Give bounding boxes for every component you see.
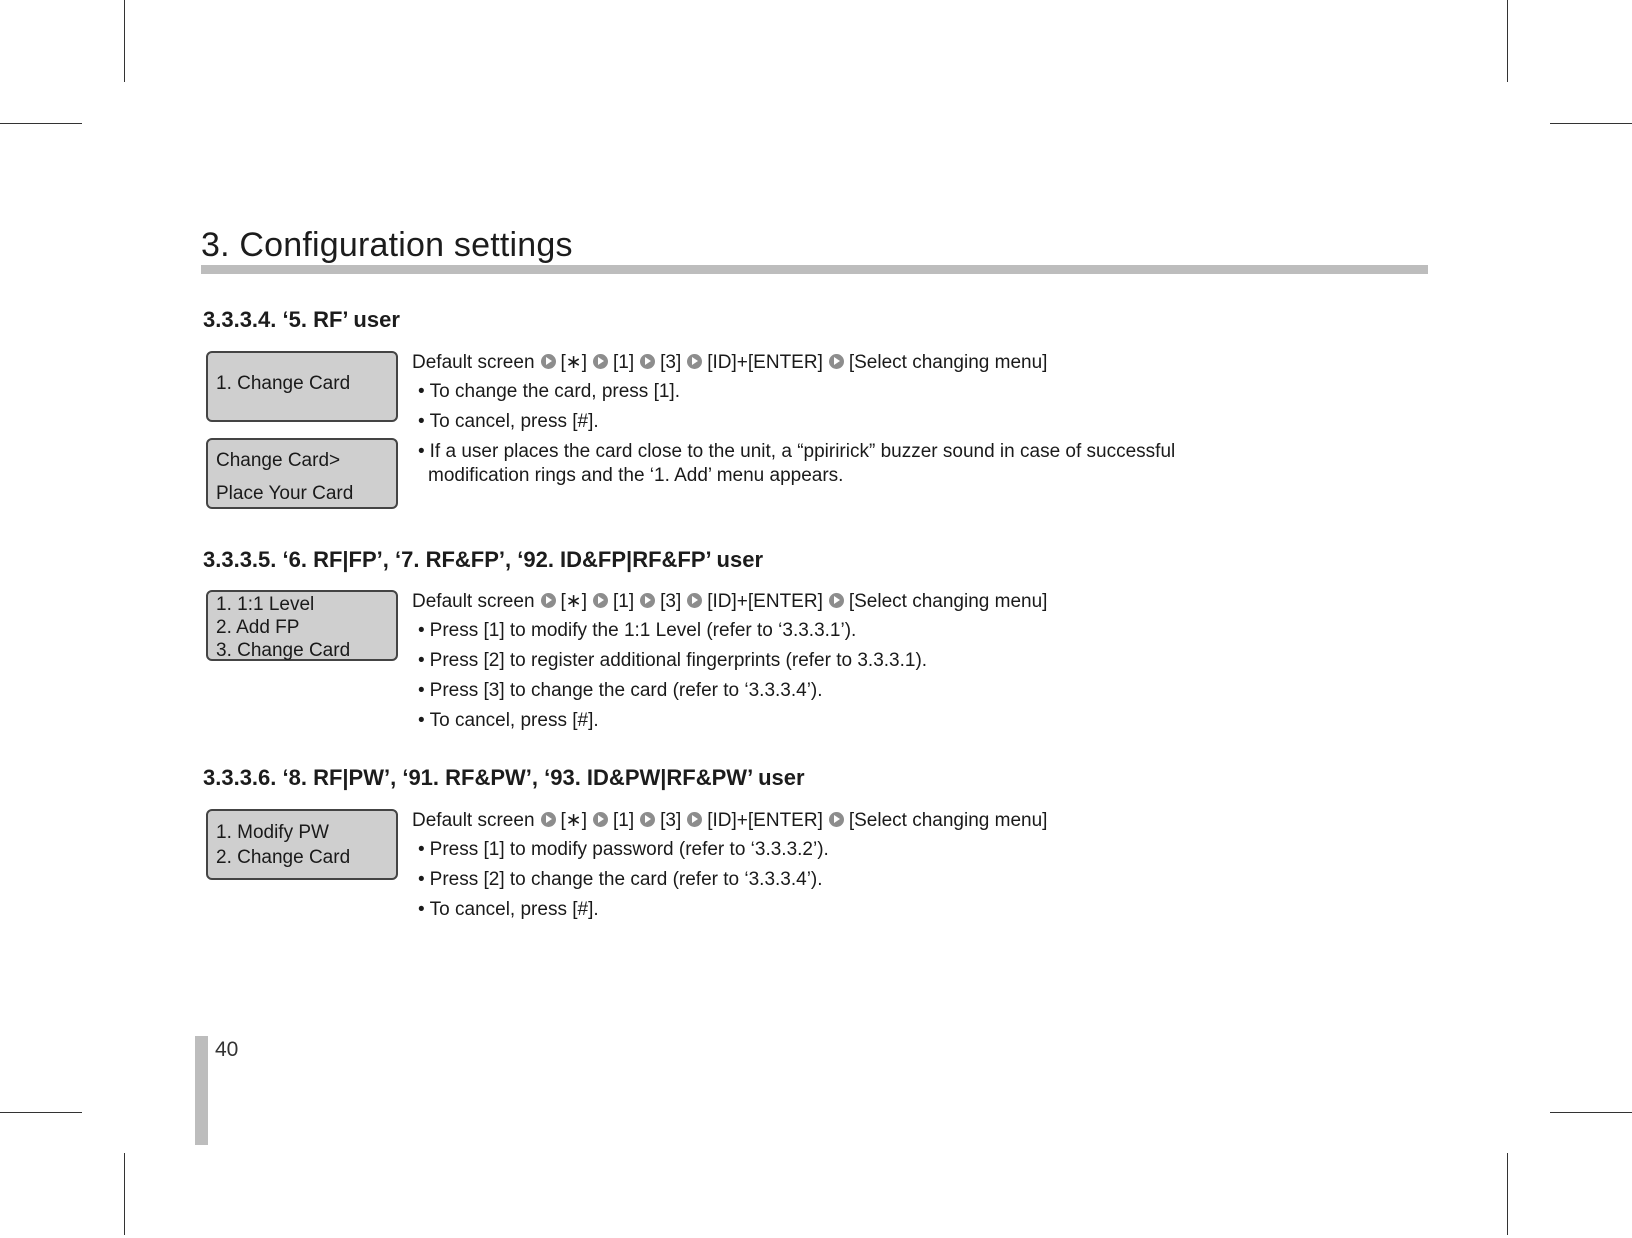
path-step: [∗]	[560, 810, 587, 831]
arrow-right-icon	[593, 354, 608, 369]
crop-mark	[124, 1153, 125, 1235]
bullet-item: • To cancel, press [#].	[412, 710, 599, 732]
lcd-display-change-card	[206, 351, 398, 422]
path-step: [Select changing menu]	[848, 810, 1048, 831]
path-step: [1]	[613, 352, 635, 373]
path-step: [ID]+[ENTER]	[707, 591, 823, 612]
bullet-item: • To cancel, press [#].	[412, 899, 599, 921]
crop-mark	[1550, 123, 1632, 124]
lcd-line: Change Card>	[216, 450, 341, 471]
bullet-item: • Press [3] to change the card (refer to ‘3.3.3.4’).	[412, 680, 823, 702]
path-step: [3]	[660, 352, 682, 373]
path-step: Default screen	[412, 810, 535, 831]
page-number: 40	[215, 1038, 239, 1061]
bullet-item: • If a user places the card close to the unit, a “ppiririck” buzzer sound in case of successful	[412, 441, 1175, 463]
arrow-right-icon	[541, 354, 556, 369]
lcd-line: 3. Change Card	[216, 640, 351, 661]
lcd-line: 2. Add FP	[216, 617, 300, 638]
lcd-line: 2. Change Card	[216, 847, 351, 868]
arrow-right-icon	[640, 354, 655, 369]
path-step: [Select changing menu]	[848, 352, 1048, 373]
bullet-continuation: modification rings and the ‘1. Add’ menu appears.	[428, 465, 844, 486]
arrow-right-icon	[593, 593, 608, 608]
bullet-item: • To change the card, press [1].	[412, 381, 680, 403]
title-rule	[201, 265, 1428, 274]
menu-path	[412, 351, 1047, 374]
page-title: 3. Configuration settings	[201, 226, 573, 264]
crop-mark	[124, 0, 125, 82]
lcd-line: 1. 1:1 Level	[216, 594, 315, 615]
crop-mark	[0, 1112, 82, 1113]
path-step: [Select changing menu]	[848, 591, 1048, 612]
crop-mark	[1550, 1112, 1632, 1113]
menu-path	[412, 590, 1047, 613]
path-step: [∗]	[560, 352, 587, 373]
arrow-right-icon	[593, 812, 608, 827]
lcd-line: 1. Modify PW	[216, 822, 329, 843]
lcd-display-place-card	[206, 438, 398, 509]
bullet-item: • To cancel, press [#].	[412, 411, 599, 433]
path-step: [3]	[660, 591, 682, 612]
bullet-item: • Press [2] to register additional fingerprints (refer to 3.3.3.1).	[412, 650, 927, 672]
bullet-item: • Press [2] to change the card (refer to ‘3.3.3.4’).	[412, 869, 823, 891]
path-step: Default screen	[412, 591, 535, 612]
arrow-right-icon	[687, 354, 702, 369]
lcd-line: 1. Change Card	[216, 373, 351, 394]
page-number-bar	[195, 1036, 208, 1145]
arrow-right-icon	[829, 354, 844, 369]
bullet-item: • Press [1] to modify password (refer to ‘3.3.3.2’).	[412, 839, 829, 861]
section-heading-rf-fp-user: 3.3.3.5. ‘6. RF|FP’, ‘7. RF&FP’, ‘92. ID&FP|RF&FP’ user	[203, 547, 764, 572]
arrow-right-icon	[541, 812, 556, 827]
arrow-right-icon	[829, 812, 844, 827]
arrow-right-icon	[640, 812, 655, 827]
arrow-right-icon	[687, 812, 702, 827]
lcd-line: Place Your Card	[216, 483, 354, 504]
path-step: [ID]+[ENTER]	[707, 810, 823, 831]
crop-mark	[0, 123, 82, 124]
section-heading-rf-user: 3.3.3.4. ‘5. RF’ user	[203, 307, 400, 332]
lcd-display-pw-menu	[206, 809, 398, 880]
section-heading-rf-pw-user: 3.3.3.6. ‘8. RF|PW’, ‘91. RF&PW’, ‘93. ID&PW|RF&PW’ user	[203, 765, 805, 790]
path-step: [∗]	[560, 591, 587, 612]
arrow-right-icon	[687, 593, 702, 608]
path-step: [1]	[613, 810, 635, 831]
path-step: [1]	[613, 591, 635, 612]
path-step: [ID]+[ENTER]	[707, 352, 823, 373]
arrow-right-icon	[829, 593, 844, 608]
crop-mark	[1507, 0, 1508, 82]
arrow-right-icon	[640, 593, 655, 608]
crop-mark	[1507, 1153, 1508, 1235]
path-step: [3]	[660, 810, 682, 831]
arrow-right-icon	[541, 593, 556, 608]
bullet-item: • Press [1] to modify the 1:1 Level (refer to ‘3.3.3.1’).	[412, 620, 856, 642]
path-step: Default screen	[412, 352, 535, 373]
lcd-display-fp-menu	[206, 590, 398, 661]
menu-path	[412, 809, 1047, 832]
